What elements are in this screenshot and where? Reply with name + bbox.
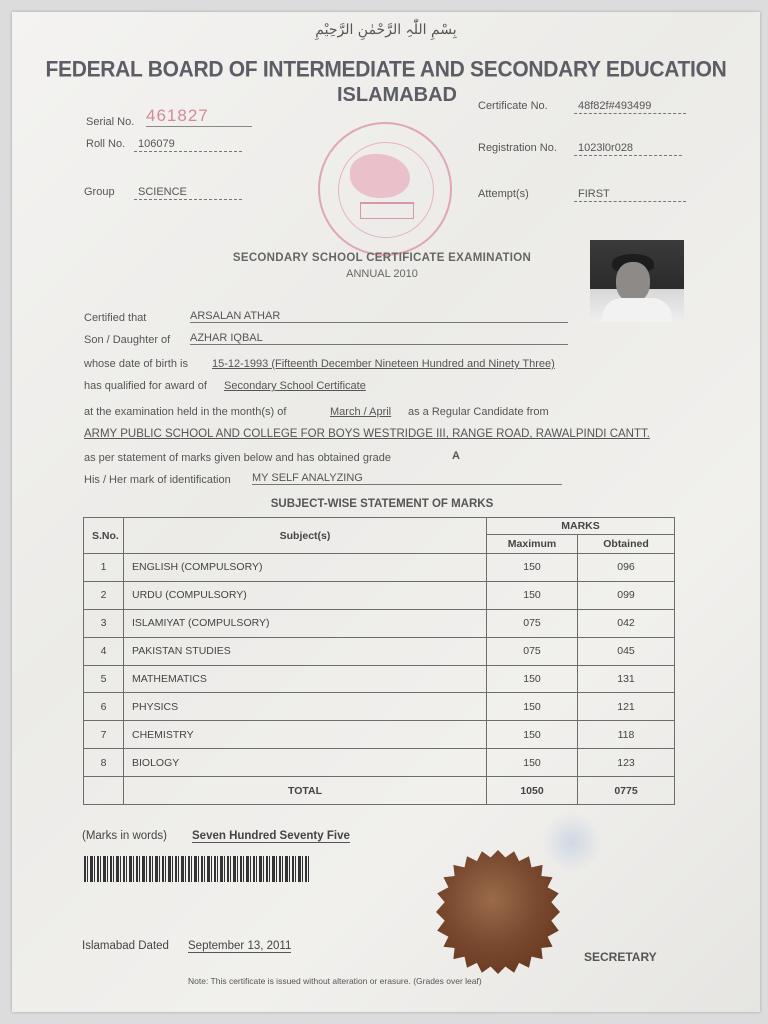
table-row: 2 URDU (COMPULSORY) 150 099: [84, 581, 675, 609]
dob-value: 15-12-1993 (Fifteenth December Nineteen Hundred and Ninety Three): [212, 358, 555, 370]
registration-label: Registration No.: [478, 142, 557, 154]
registration-value: 1023l0r028: [574, 142, 682, 156]
barcode: [84, 856, 310, 882]
qualified-label: has qualified for award of: [84, 380, 207, 392]
regular-label: as a Regular Candidate from: [408, 406, 549, 418]
serial-value: 461827: [146, 106, 252, 127]
col-sno: S.No.: [84, 518, 124, 554]
roll-label: Roll No.: [86, 138, 126, 150]
exam-month: March / April: [330, 406, 392, 418]
father-name: AZHAR IQBAL: [190, 332, 568, 345]
total-label: TOTAL: [124, 777, 487, 805]
secretary-signature: SECRETARY: [584, 950, 657, 964]
group-label: Group: [84, 186, 115, 198]
marks-in-words-value: Seven Hundred Seventy Five: [192, 830, 350, 842]
exam-session: ANNUAL 2010: [346, 268, 418, 280]
serial-label: Serial No.: [86, 116, 135, 128]
table-row: 7 CHEMISTRY 150 118: [84, 721, 675, 749]
col-subject: Subject(s): [124, 518, 487, 554]
table-row: 4 PAKISTAN STUDIES 075 045: [84, 637, 675, 665]
certificate-note: Note: This certificate is issued without alteration or erasure. (Grades over leaf): [188, 976, 482, 986]
bismillah-text: بِسْمِ اللّٰہِ الرَّحْمٰنِ الرَّحِیْمِ: [315, 22, 457, 38]
attempt-label: Attempt(s): [478, 188, 529, 200]
board-city: ISLAMABAD: [337, 84, 457, 106]
table-row: 5 MATHEMATICS 150 131: [84, 665, 675, 693]
table-row: 3 ISLAMIYAT (COMPULSORY) 075 042: [84, 609, 675, 637]
statement-title: SUBJECT-WISE STATEMENT OF MARKS: [270, 498, 494, 510]
exam-held-label: at the examination held in the month(s) of: [84, 406, 287, 418]
dated-value: September 13, 2011: [188, 940, 292, 952]
roll-value: 106079: [134, 138, 242, 152]
table-row: 8 BIOLOGY 150 123: [84, 749, 675, 777]
grade-value: A: [452, 450, 460, 462]
group-value: SCIENCE: [134, 186, 242, 200]
ink-smudge: [542, 812, 602, 872]
certified-label: Certified that: [84, 312, 147, 324]
board-seal: [318, 122, 452, 256]
son-of-label: Son / Daughter of: [84, 334, 171, 346]
dated-label: Islamabad Dated: [82, 940, 169, 952]
qualified-value: Secondary School Certificate: [224, 380, 366, 392]
id-mark-value: MY SELF ANALYZING: [252, 472, 562, 485]
certificate-label: Certificate No.: [478, 100, 548, 112]
table-row: 1 ENGLISH (COMPULSORY) 150 096: [84, 554, 675, 582]
col-marks: MARKS: [487, 518, 675, 535]
id-mark-label: His / Her mark of identification: [84, 474, 231, 486]
dob-label: whose date of birth is: [84, 358, 188, 370]
col-max: Maximum: [487, 535, 578, 554]
attempt-value: FIRST: [574, 188, 686, 202]
certificate-page: [12, 12, 760, 1012]
col-obtained: Obtained: [578, 535, 675, 554]
school-name: ARMY PUBLIC SCHOOL AND COLLEGE FOR BOYS WESTRIDGE III, RANGE ROAD, RAWALPINDI CANTT.: [84, 428, 650, 440]
candidate-photo: [590, 240, 684, 322]
marks-in-words-label: (Marks in words): [82, 830, 167, 842]
total-row: [84, 777, 675, 805]
table-row: 6 PHYSICS 150 121: [84, 693, 675, 721]
total-obtained: 0775: [578, 777, 675, 805]
certificate-value: 48f82f#493499: [574, 100, 686, 114]
marks-table: [83, 517, 675, 805]
wax-seal: [436, 850, 560, 974]
candidate-name: ARSALAN ATHAR: [190, 310, 568, 323]
exam-title: SECONDARY SCHOOL CERTIFICATE EXAMINATION: [232, 252, 532, 264]
board-name: FEDERAL BOARD OF INTERMEDIATE AND SECONDARY EDUCATION: [45, 57, 727, 82]
statement-label: as per statement of marks given below and has obtained grade: [84, 452, 391, 464]
total-max: 1050: [487, 777, 578, 805]
